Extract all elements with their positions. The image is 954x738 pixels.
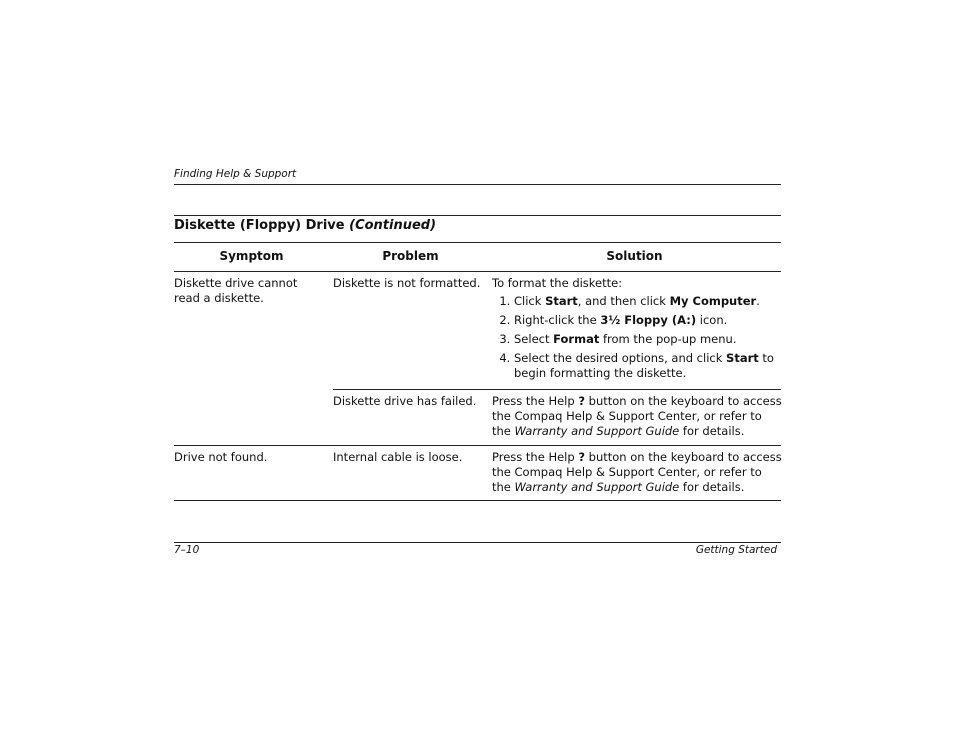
page-number: 7–10 bbox=[174, 544, 200, 556]
column-header-symptom: Symptom bbox=[219, 249, 284, 263]
format-steps-list bbox=[492, 294, 782, 381]
table-title bbox=[174, 218, 436, 233]
row3-solution bbox=[492, 450, 782, 495]
step-text: Right-click the bbox=[514, 313, 601, 327]
row1-symptom: Diskette drive cannot read a diskette. bbox=[174, 276, 298, 305]
table-title-text: Diskette (Floppy) Drive bbox=[174, 218, 345, 233]
step-text: , and then click bbox=[577, 294, 670, 308]
table-bottom-rule bbox=[174, 500, 781, 501]
row-divider bbox=[174, 445, 781, 446]
header-rule bbox=[174, 184, 781, 185]
solution-text: Press the Help bbox=[492, 394, 579, 408]
step-text: Select the desired options, and click bbox=[514, 351, 727, 365]
row3-problem: Internal cable is loose. bbox=[333, 450, 463, 464]
step-text: from the pop-up menu. bbox=[599, 332, 737, 346]
step-bold: Start bbox=[545, 294, 578, 308]
column-header-top-rule bbox=[174, 242, 781, 243]
solution-text: for details. bbox=[679, 480, 745, 494]
column-header-solution: Solution bbox=[606, 249, 663, 263]
running-header: Finding Help & Support bbox=[174, 168, 297, 180]
row-divider bbox=[333, 389, 781, 390]
help-key: ? bbox=[578, 450, 585, 464]
row1-solution bbox=[492, 276, 782, 385]
guide-title: Warranty and Support Guide bbox=[514, 480, 680, 494]
step-bold: My Computer bbox=[669, 294, 757, 308]
row2-solution bbox=[492, 394, 782, 439]
step-bold: 3½ Floppy (A:) bbox=[600, 313, 697, 327]
row1-problem: Diskette is not formatted. bbox=[333, 276, 481, 290]
step-bold: Start bbox=[726, 351, 759, 365]
column-header-bottom-rule bbox=[174, 271, 781, 272]
guide-title: Warranty and Support Guide bbox=[514, 424, 680, 438]
book-title: Getting Started bbox=[695, 544, 777, 556]
format-step-1 bbox=[514, 294, 782, 309]
table-title-suffix: (Continued) bbox=[349, 218, 437, 233]
row1-solution-intro: To format the diskette: bbox=[492, 276, 623, 290]
row2-problem: Diskette drive has failed. bbox=[333, 394, 477, 408]
footer-rule bbox=[174, 542, 781, 543]
solution-text: for details. bbox=[679, 424, 745, 438]
solution-text: button on the keyboard to access the Compaq Help & Support Center, or refer to the bbox=[492, 394, 782, 438]
format-step-4 bbox=[514, 351, 782, 381]
step-text: . bbox=[756, 294, 760, 308]
step-text: Select bbox=[514, 332, 554, 346]
step-text: icon. bbox=[696, 313, 728, 327]
table-title-rule bbox=[174, 215, 781, 216]
help-key: ? bbox=[578, 394, 585, 408]
step-text: to begin formatting the diskette. bbox=[514, 351, 774, 380]
format-step-3 bbox=[514, 332, 782, 347]
step-bold: Format bbox=[553, 332, 600, 346]
row3-symptom: Drive not found. bbox=[174, 450, 268, 464]
step-text: Click bbox=[514, 294, 546, 308]
solution-text: Press the Help bbox=[492, 450, 579, 464]
column-header-problem: Problem bbox=[382, 249, 439, 263]
solution-text: button on the keyboard to access the Compaq Help & Support Center, or refer to the bbox=[492, 450, 782, 494]
format-step-2 bbox=[514, 313, 782, 328]
